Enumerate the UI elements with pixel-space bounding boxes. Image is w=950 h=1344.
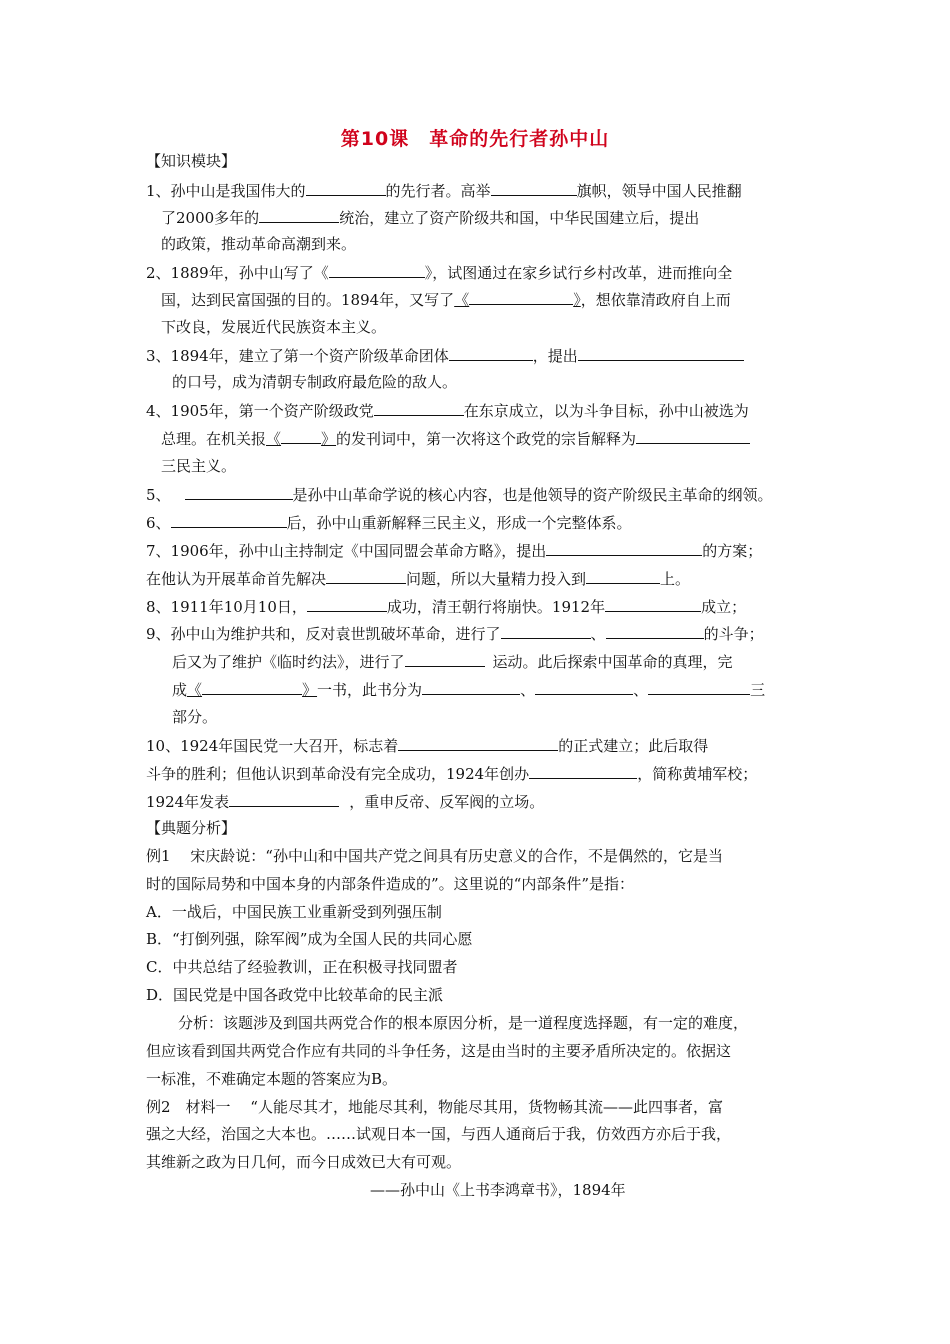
answer-blank[interactable]: [501, 623, 591, 639]
answer-blank[interactable]: [546, 540, 702, 556]
question-2-line-3: 下改良，发展近代民族资本主义。: [161, 318, 387, 336]
answer-blank[interactable]: [185, 484, 293, 500]
example-2-source: ——孙中山《上书李鸿章书》，1894年: [370, 1181, 626, 1199]
answer-blank[interactable]: [171, 512, 287, 528]
answer-blank[interactable]: [326, 568, 406, 584]
example-2-line-1: 例2 材料一 “人能尽其才，地能尽其利，物能尽其用，货物畅其流——此四事者，富: [146, 1098, 723, 1116]
q2-text: 》，试图通过在家乡试行乡村改革，进而推向全: [424, 264, 733, 282]
q10-text: 的正式建立；此后取得: [558, 737, 709, 755]
q7-text: 的方案；: [702, 542, 763, 560]
answer-blank[interactable]: [306, 180, 386, 196]
question-2-line-1: [146, 262, 732, 283]
answer-blank[interactable]: [307, 596, 387, 612]
q8-text: 8、1911年10月10日，: [146, 598, 307, 616]
answer-blank[interactable]: [636, 428, 750, 444]
answer-blank[interactable]: [405, 651, 485, 667]
q1-text: 了2000多年的: [161, 209, 260, 227]
q1-text: 统治，建立了资产阶级共和国，中华民国建立后，提出: [339, 209, 700, 227]
answer-blank[interactable]: [374, 400, 464, 416]
q4-text: 在东京成立，以为斗争目标，孙中山被选为: [463, 402, 749, 420]
question-9-line-3: [172, 679, 765, 700]
question-4-line-2: [161, 428, 750, 449]
answer-blank[interactable]: [535, 679, 633, 695]
question-4-line-1: [146, 400, 749, 421]
answer-blank[interactable]: [259, 207, 339, 223]
answer-blank[interactable]: [229, 791, 339, 807]
q9-text: 、: [633, 681, 649, 699]
q1-text: 旗帜，领导中国人民推翻: [576, 182, 742, 200]
question-9-line-2: [172, 651, 733, 672]
answer-blank[interactable]: [449, 345, 533, 361]
question-2-line-2: [161, 289, 731, 310]
q10-text: 斗争的胜利；但他认识到革命没有完全成功，1924年创办: [146, 765, 530, 783]
question-10-line-2: [146, 763, 757, 784]
q2-text: 2、1889年，孙中山写了《: [146, 264, 329, 282]
q7-text: 上。: [660, 570, 691, 588]
q4-bracket-close: 》: [321, 430, 337, 448]
q5-text: 5、: [146, 486, 171, 504]
example-1-analysis-2: 但应该看到国共两党合作应有共同的斗争任务，这是由当时的主要矛盾所决定的。依据这: [146, 1042, 732, 1060]
answer-blank[interactable]: [586, 568, 660, 584]
q2-bracket-close: 》: [573, 291, 581, 309]
question-5: [146, 484, 773, 505]
answer-blank[interactable]: [605, 596, 701, 612]
question-1-line-2: [161, 207, 699, 228]
q3-text: 3、1894年，建立了第一个资产阶级革命团体: [146, 347, 449, 365]
example-1-option-b: B．“打倒列强，除军阀”成为全国人民的共同心愿: [146, 930, 473, 948]
question-7-line-2: [146, 568, 690, 589]
answer-blank[interactable]: [398, 735, 558, 751]
question-6: [146, 512, 632, 533]
q8-text: 成立；: [701, 598, 747, 616]
question-1-line-1: [146, 180, 742, 201]
answer-blank[interactable]: [491, 180, 577, 196]
question-10-line-3: [146, 791, 544, 812]
q10-text: 10、1924年国民党一大召开，标志着: [146, 737, 399, 755]
answer-blank[interactable]: [422, 679, 520, 695]
question-8: [146, 596, 746, 617]
example-1-analysis-1: 分析：该题涉及到国共两党合作的根本原因分析，是一道程度选择题，有一定的难度，: [178, 1014, 749, 1032]
q9-text: 、: [520, 681, 536, 699]
q10-text: 1924年发表: [146, 793, 230, 811]
answer-blank[interactable]: [529, 763, 637, 779]
q4-text: 的发刊词中，第一次将这个政党的宗旨解释为: [336, 430, 637, 448]
answer-blank[interactable]: [202, 679, 302, 695]
q9-text: 三: [750, 681, 766, 699]
section-knowledge-heading: 【知识模块】: [146, 152, 237, 170]
section-examples-heading: 【典题分析】: [146, 819, 237, 837]
question-4-line-3: 三民主义。: [161, 457, 237, 475]
q10-text: ，重申反帝、反军阀的立场。: [349, 793, 545, 811]
q2-bracket-open: 《: [454, 291, 470, 309]
q8-text: 成功，清王朝行将崩快。1912年: [386, 598, 606, 616]
q6-text: 6、: [146, 514, 171, 532]
question-3-line-2: 的口号，成为清朝专制政府最危险的敌人。: [172, 373, 458, 391]
answer-blank[interactable]: [578, 345, 744, 361]
answer-blank[interactable]: [606, 623, 704, 639]
example-1-option-c: C．中共总结了经验教训，正在积极寻找同盟者: [146, 958, 458, 976]
q9-text: 、: [590, 625, 606, 643]
q1-text: 的先行者。高举: [385, 182, 491, 200]
q9-text: 后又为了维护《临时约法》，进行了: [172, 653, 405, 671]
example-1-line-2: 时的国际局势和中国本身的内部条件造成的”。这里说的“内部条件”是指：: [146, 875, 635, 893]
q7-text: 7、1906年，孙中山主持制定《中国同盟会革命方略》，提出: [146, 542, 547, 560]
example-1-analysis-3: 一标准，不难确定本题的答案应为B。: [146, 1070, 398, 1088]
q3-text: ，提出: [532, 347, 578, 365]
example-1-line-1: 例1 宋庆龄说：“孙中山和中国共产党之间具有历史意义的合作，不是偶然的，它是当: [146, 847, 723, 865]
q2-text: ，想依靠清政府自上而: [580, 291, 731, 309]
q9-text: 的斗争；: [703, 625, 764, 643]
example-1-option-a: A．一战后，中国民族工业重新受到列强压制: [146, 903, 442, 921]
q9-text: 运动。此后探索中国革命的真理，完: [492, 653, 733, 671]
answer-blank[interactable]: [469, 289, 573, 305]
question-1-line-3: 的政策，推动革命高潮到来。: [161, 235, 357, 253]
q1-text: 1、孙中山是我国伟大的: [146, 182, 306, 200]
q6-text: 后，孙中山重新解释三民主义，形成一个完整体系。: [286, 514, 632, 532]
q4-text: 4、1905年，第一个资产阶级政党: [146, 402, 374, 420]
q7-text: 问题，所以大量精力投入到: [406, 570, 587, 588]
q7-text: 在他认为开展革命首先解决: [146, 570, 327, 588]
question-9-line-1: [146, 623, 764, 644]
example-2-line-2: 强之大经，治国之大本也。……试观日本一国，与西人通商后于我，仿效西方亦后于我，: [146, 1125, 732, 1143]
q9-bracket-close: 》: [302, 681, 318, 699]
answer-blank[interactable]: [281, 428, 321, 444]
q2-text: 国，达到民富国强的目的。1894年，又写了: [161, 291, 455, 309]
q9-text: 一书，此书分为: [317, 681, 423, 699]
question-9-line-4: 部分。: [172, 708, 218, 726]
q9-text: 成: [172, 681, 188, 699]
q9-text: 9、孙中山为维护共和，反对袁世凯破坏革命，进行了: [146, 625, 501, 643]
answer-blank[interactable]: [329, 262, 425, 278]
question-10-line-1: [146, 735, 708, 756]
answer-blank[interactable]: [648, 679, 750, 695]
example-2-line-3: 其维新之政为日几何，而今日成效已大有可观。: [146, 1153, 462, 1171]
q4-text: 总理。在机关报: [161, 430, 267, 448]
question-3-line-1: [146, 345, 744, 366]
q5-text: 是孙中山革命学说的核心内容，也是他领导的资产阶级民主革命的纲领。: [292, 486, 773, 504]
q9-bracket-open: 《: [187, 681, 203, 699]
page-title: 第10课 革命的先行者孙中山: [340, 128, 610, 150]
q4-bracket-open: 《: [266, 430, 282, 448]
question-7-line-1: [146, 540, 762, 561]
q10-text: ，简称黄埔军校；: [637, 765, 758, 783]
example-1-option-d: D．国民党是中国各政党中比较革命的民主派: [146, 986, 444, 1004]
